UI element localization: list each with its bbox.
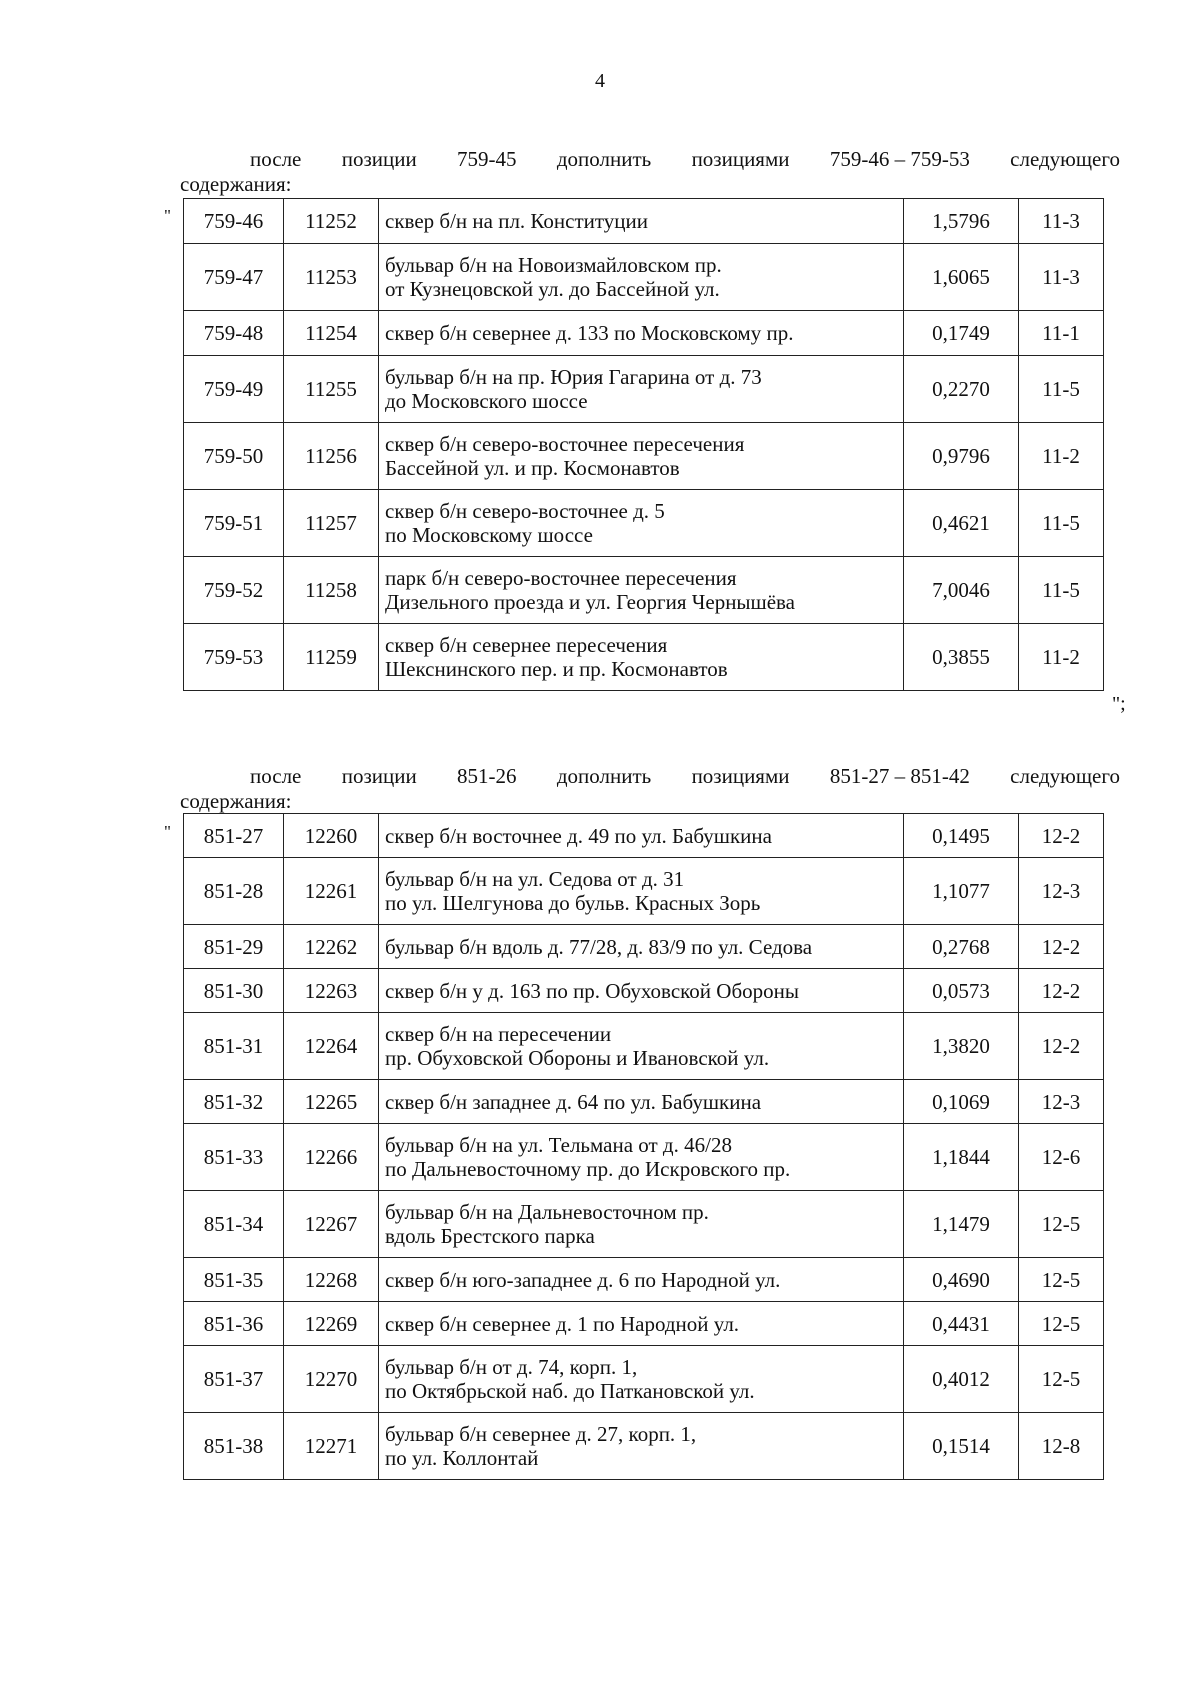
- area-cell: 0,4621: [904, 490, 1019, 557]
- zone-cell: 12-2: [1019, 925, 1104, 969]
- object-name-cell: [379, 814, 904, 858]
- area-cell: 1,1844: [904, 1124, 1019, 1191]
- object-name-line: до Московского шоссе: [385, 389, 588, 413]
- object-name-line: бульвар б/н на ул. Седова от д. 31: [385, 867, 685, 891]
- object-name-line: по ул. Шелгунова до бульв. Красных Зорь: [385, 891, 761, 915]
- zone-cell: 12-2: [1019, 814, 1104, 858]
- object-name-cell: [379, 244, 904, 311]
- position-code-cell: 851-30: [184, 969, 284, 1013]
- area-cell: 1,6065: [904, 244, 1019, 311]
- intro-word: позиции: [341, 764, 417, 788]
- intro-word: 759-45: [457, 147, 517, 171]
- area-cell: 1,1077: [904, 858, 1019, 925]
- object-name-line: по ул. Коллонтай: [385, 1446, 539, 1470]
- object-name-line: Дизельного проезда и ул. Георгия Чернышёва: [385, 590, 795, 614]
- object-name-cell: [379, 1413, 904, 1480]
- object-name-line: бульвар б/н на пр. Юрия Гагарина от д. 73: [385, 365, 762, 389]
- section1-intro: [180, 147, 1120, 196]
- table-row: [184, 969, 1104, 1013]
- object-name-line: бульвар б/н на Дальневосточном пр.: [385, 1200, 709, 1224]
- registry-number-cell: 11257: [284, 490, 379, 557]
- section1-table-body: [184, 199, 1104, 691]
- object-name-line: сквер б/н севернее д. 133 по Московскому пр.: [385, 321, 794, 345]
- zone-cell: 12-8: [1019, 1413, 1104, 1480]
- zone-cell: 12-3: [1019, 1080, 1104, 1124]
- intro-word: после: [250, 147, 302, 171]
- registry-number-cell: 11252: [284, 199, 379, 244]
- object-name-line: бульвар б/н севернее д. 27, корп. 1,: [385, 1422, 697, 1446]
- zone-cell: 11-1: [1019, 311, 1104, 356]
- page-number: 4: [595, 70, 605, 92]
- section1-table: [183, 198, 1104, 691]
- registry-number-cell: 12267: [284, 1191, 379, 1258]
- object-name-cell: [379, 1258, 904, 1302]
- area-cell: 0,4012: [904, 1346, 1019, 1413]
- object-name-line: сквер б/н на пересечении: [385, 1022, 612, 1046]
- object-name-line: сквер б/н у д. 163 по пр. Обуховской Обороны: [385, 978, 799, 1003]
- table-row: [184, 1080, 1104, 1124]
- area-cell: 0,1069: [904, 1080, 1019, 1124]
- registry-number-cell: 11259: [284, 624, 379, 691]
- table-row: [184, 311, 1104, 356]
- position-code-cell: 851-36: [184, 1302, 284, 1346]
- registry-number-cell: 12261: [284, 858, 379, 925]
- table-row: [184, 1191, 1104, 1258]
- area-cell: 7,0046: [904, 557, 1019, 624]
- intro-word: 759-46 – 759-53: [829, 147, 970, 171]
- object-name-cell: [379, 490, 904, 557]
- object-name-line: от Кузнецовской ул. до Бассейной ул.: [385, 277, 720, 301]
- object-name-cell: [379, 969, 904, 1013]
- zone-cell: 11-5: [1019, 356, 1104, 423]
- table-row: [184, 925, 1104, 969]
- object-name-line: по Октябрьской наб. до Паткановской ул.: [385, 1379, 755, 1403]
- zone-cell: 11-5: [1019, 490, 1104, 557]
- registry-number-cell: 12265: [284, 1080, 379, 1124]
- object-name-cell: [379, 557, 904, 624]
- table-row: [184, 858, 1104, 925]
- object-name-cell: [379, 423, 904, 490]
- table-row: [184, 814, 1104, 858]
- position-code-cell: 759-53: [184, 624, 284, 691]
- table-row: [184, 490, 1104, 557]
- position-code-cell: 759-50: [184, 423, 284, 490]
- registry-number-cell: 12270: [284, 1346, 379, 1413]
- area-cell: 1,1479: [904, 1191, 1019, 1258]
- zone-cell: 12-5: [1019, 1258, 1104, 1302]
- object-name-line: сквер б/н северо-восточнее пересечения: [385, 432, 745, 456]
- table-row: [184, 199, 1104, 244]
- object-name-cell: [379, 1346, 904, 1413]
- section2-intro: [180, 764, 1120, 813]
- position-code-cell: 759-47: [184, 244, 284, 311]
- registry-number-cell: 11255: [284, 356, 379, 423]
- position-code-cell: 759-46: [184, 199, 284, 244]
- position-code-cell: 851-37: [184, 1346, 284, 1413]
- area-cell: 0,1749: [904, 311, 1019, 356]
- section2-open-quote: ": [164, 822, 171, 841]
- zone-cell: 11-2: [1019, 423, 1104, 490]
- object-name-cell: [379, 858, 904, 925]
- position-code-cell: 759-48: [184, 311, 284, 356]
- section1-intro-line2: содержания:: [180, 172, 292, 196]
- registry-number-cell: 12268: [284, 1258, 379, 1302]
- position-code-cell: 851-28: [184, 858, 284, 925]
- position-code-cell: 851-35: [184, 1258, 284, 1302]
- area-cell: 0,1495: [904, 814, 1019, 858]
- section2-intro-line1: [180, 764, 1120, 788]
- area-cell: 1,5796: [904, 199, 1019, 244]
- area-cell: 1,3820: [904, 1013, 1019, 1080]
- object-name-cell: [379, 199, 904, 244]
- object-name-line: по Дальневосточному пр. до Искровского пр.: [385, 1157, 791, 1181]
- area-cell: 0,3855: [904, 624, 1019, 691]
- registry-number-cell: 12269: [284, 1302, 379, 1346]
- registry-number-cell: 12266: [284, 1124, 379, 1191]
- object-name-line: вдоль Брестского парка: [385, 1224, 595, 1248]
- intro-word: после: [250, 764, 302, 788]
- position-code-cell: 851-29: [184, 925, 284, 969]
- object-name-line: бульвар б/н вдоль д. 77/28, д. 83/9 по ул. Седова: [385, 934, 813, 959]
- position-code-cell: 851-33: [184, 1124, 284, 1191]
- object-name-cell: [379, 356, 904, 423]
- table-row: [184, 557, 1104, 624]
- section1-open-quote: ": [164, 206, 171, 225]
- registry-number-cell: 12263: [284, 969, 379, 1013]
- object-name-cell: [379, 1080, 904, 1124]
- table-row: [184, 624, 1104, 691]
- position-code-cell: 759-51: [184, 490, 284, 557]
- object-name-line: по Московскому шоссе: [385, 523, 593, 547]
- object-name-cell: [379, 624, 904, 691]
- object-name-line: сквер б/н восточнее д. 49 по ул. Бабушкина: [385, 823, 772, 848]
- area-cell: 0,2768: [904, 925, 1019, 969]
- registry-number-cell: 12264: [284, 1013, 379, 1080]
- registry-number-cell: 12262: [284, 925, 379, 969]
- object-name-line: бульвар б/н на ул. Тельмана от д. 46/28: [385, 1133, 732, 1157]
- object-name-line: сквер б/н севернее д. 1 по Народной ул.: [385, 1311, 740, 1336]
- position-code-cell: 759-52: [184, 557, 284, 624]
- zone-cell: 12-3: [1019, 858, 1104, 925]
- intro-word: следующего: [1010, 147, 1120, 171]
- intro-word: позиции: [341, 147, 417, 171]
- position-code-cell: 851-32: [184, 1080, 284, 1124]
- table-row: [184, 1302, 1104, 1346]
- intro-word: 851-27 – 851-42: [829, 764, 970, 788]
- zone-cell: 12-5: [1019, 1191, 1104, 1258]
- registry-number-cell: 11256: [284, 423, 379, 490]
- section1-intro-line1: [180, 147, 1120, 171]
- table-row: [184, 244, 1104, 311]
- intro-word: позициями: [691, 764, 790, 788]
- zone-cell: 11-2: [1019, 624, 1104, 691]
- area-cell: 0,0573: [904, 969, 1019, 1013]
- table-row: [184, 1124, 1104, 1191]
- section2-intro-line2: содержания:: [180, 789, 292, 813]
- area-cell: 0,4690: [904, 1258, 1019, 1302]
- object-name-line: бульвар б/н от д. 74, корп. 1,: [385, 1355, 638, 1379]
- table-row: [184, 356, 1104, 423]
- object-name-line: Шекснинского пер. и пр. Космонавтов: [385, 657, 728, 681]
- registry-number-cell: 12271: [284, 1413, 379, 1480]
- intro-word: позициями: [691, 147, 790, 171]
- area-cell: 0,2270: [904, 356, 1019, 423]
- section1-close-mark: ";: [1112, 693, 1126, 715]
- object-name-line: сквер б/н западнее д. 64 по ул. Бабушкина: [385, 1089, 762, 1114]
- section2-table: [183, 813, 1104, 1480]
- registry-number-cell: 11258: [284, 557, 379, 624]
- object-name-cell: [379, 1191, 904, 1258]
- position-code-cell: 851-38: [184, 1413, 284, 1480]
- zone-cell: 11-3: [1019, 244, 1104, 311]
- object-name-line: пр. Обуховской Обороны и Ивановской ул.: [385, 1046, 770, 1070]
- area-cell: 0,9796: [904, 423, 1019, 490]
- object-name-cell: [379, 1124, 904, 1191]
- object-name-cell: [379, 925, 904, 969]
- registry-number-cell: 11253: [284, 244, 379, 311]
- object-name-cell: [379, 1302, 904, 1346]
- table-row: [184, 1258, 1104, 1302]
- position-code-cell: 851-27: [184, 814, 284, 858]
- area-cell: 0,4431: [904, 1302, 1019, 1346]
- section2-table-body: [184, 814, 1104, 1480]
- intro-word: следующего: [1010, 764, 1120, 788]
- registry-number-cell: 11254: [284, 311, 379, 356]
- object-name-line: Бассейной ул. и пр. Космонавтов: [385, 456, 680, 480]
- position-code-cell: 759-49: [184, 356, 284, 423]
- zone-cell: 12-5: [1019, 1346, 1104, 1413]
- intro-word: дополнить: [556, 147, 652, 171]
- intro-word: дополнить: [556, 764, 652, 788]
- table-row: [184, 423, 1104, 490]
- object-name-line: бульвар б/н на Новоизмайловском пр.: [385, 253, 722, 277]
- table-row: [184, 1413, 1104, 1480]
- zone-cell: 12-6: [1019, 1124, 1104, 1191]
- object-name-line: парк б/н северо-восточнее пересечения: [385, 566, 737, 590]
- object-name-line: сквер б/н северо-восточнее д. 5: [385, 499, 665, 523]
- area-cell: 0,1514: [904, 1413, 1019, 1480]
- object-name-line: сквер б/н севернее пересечения: [385, 633, 668, 657]
- position-code-cell: 851-34: [184, 1191, 284, 1258]
- object-name-line: сквер б/н юго-западнее д. 6 по Народной ул.: [385, 1267, 781, 1292]
- zone-cell: 11-3: [1019, 199, 1104, 244]
- object-name-line: сквер б/н на пл. Конституции: [385, 209, 648, 233]
- registry-number-cell: 12260: [284, 814, 379, 858]
- table-row: [184, 1013, 1104, 1080]
- zone-cell: 11-5: [1019, 557, 1104, 624]
- table-row: [184, 1346, 1104, 1413]
- zone-cell: 12-2: [1019, 969, 1104, 1013]
- object-name-cell: [379, 311, 904, 356]
- object-name-cell: [379, 1013, 904, 1080]
- position-code-cell: 851-31: [184, 1013, 284, 1080]
- zone-cell: 12-5: [1019, 1302, 1104, 1346]
- zone-cell: 12-2: [1019, 1013, 1104, 1080]
- intro-word: 851-26: [457, 764, 517, 788]
